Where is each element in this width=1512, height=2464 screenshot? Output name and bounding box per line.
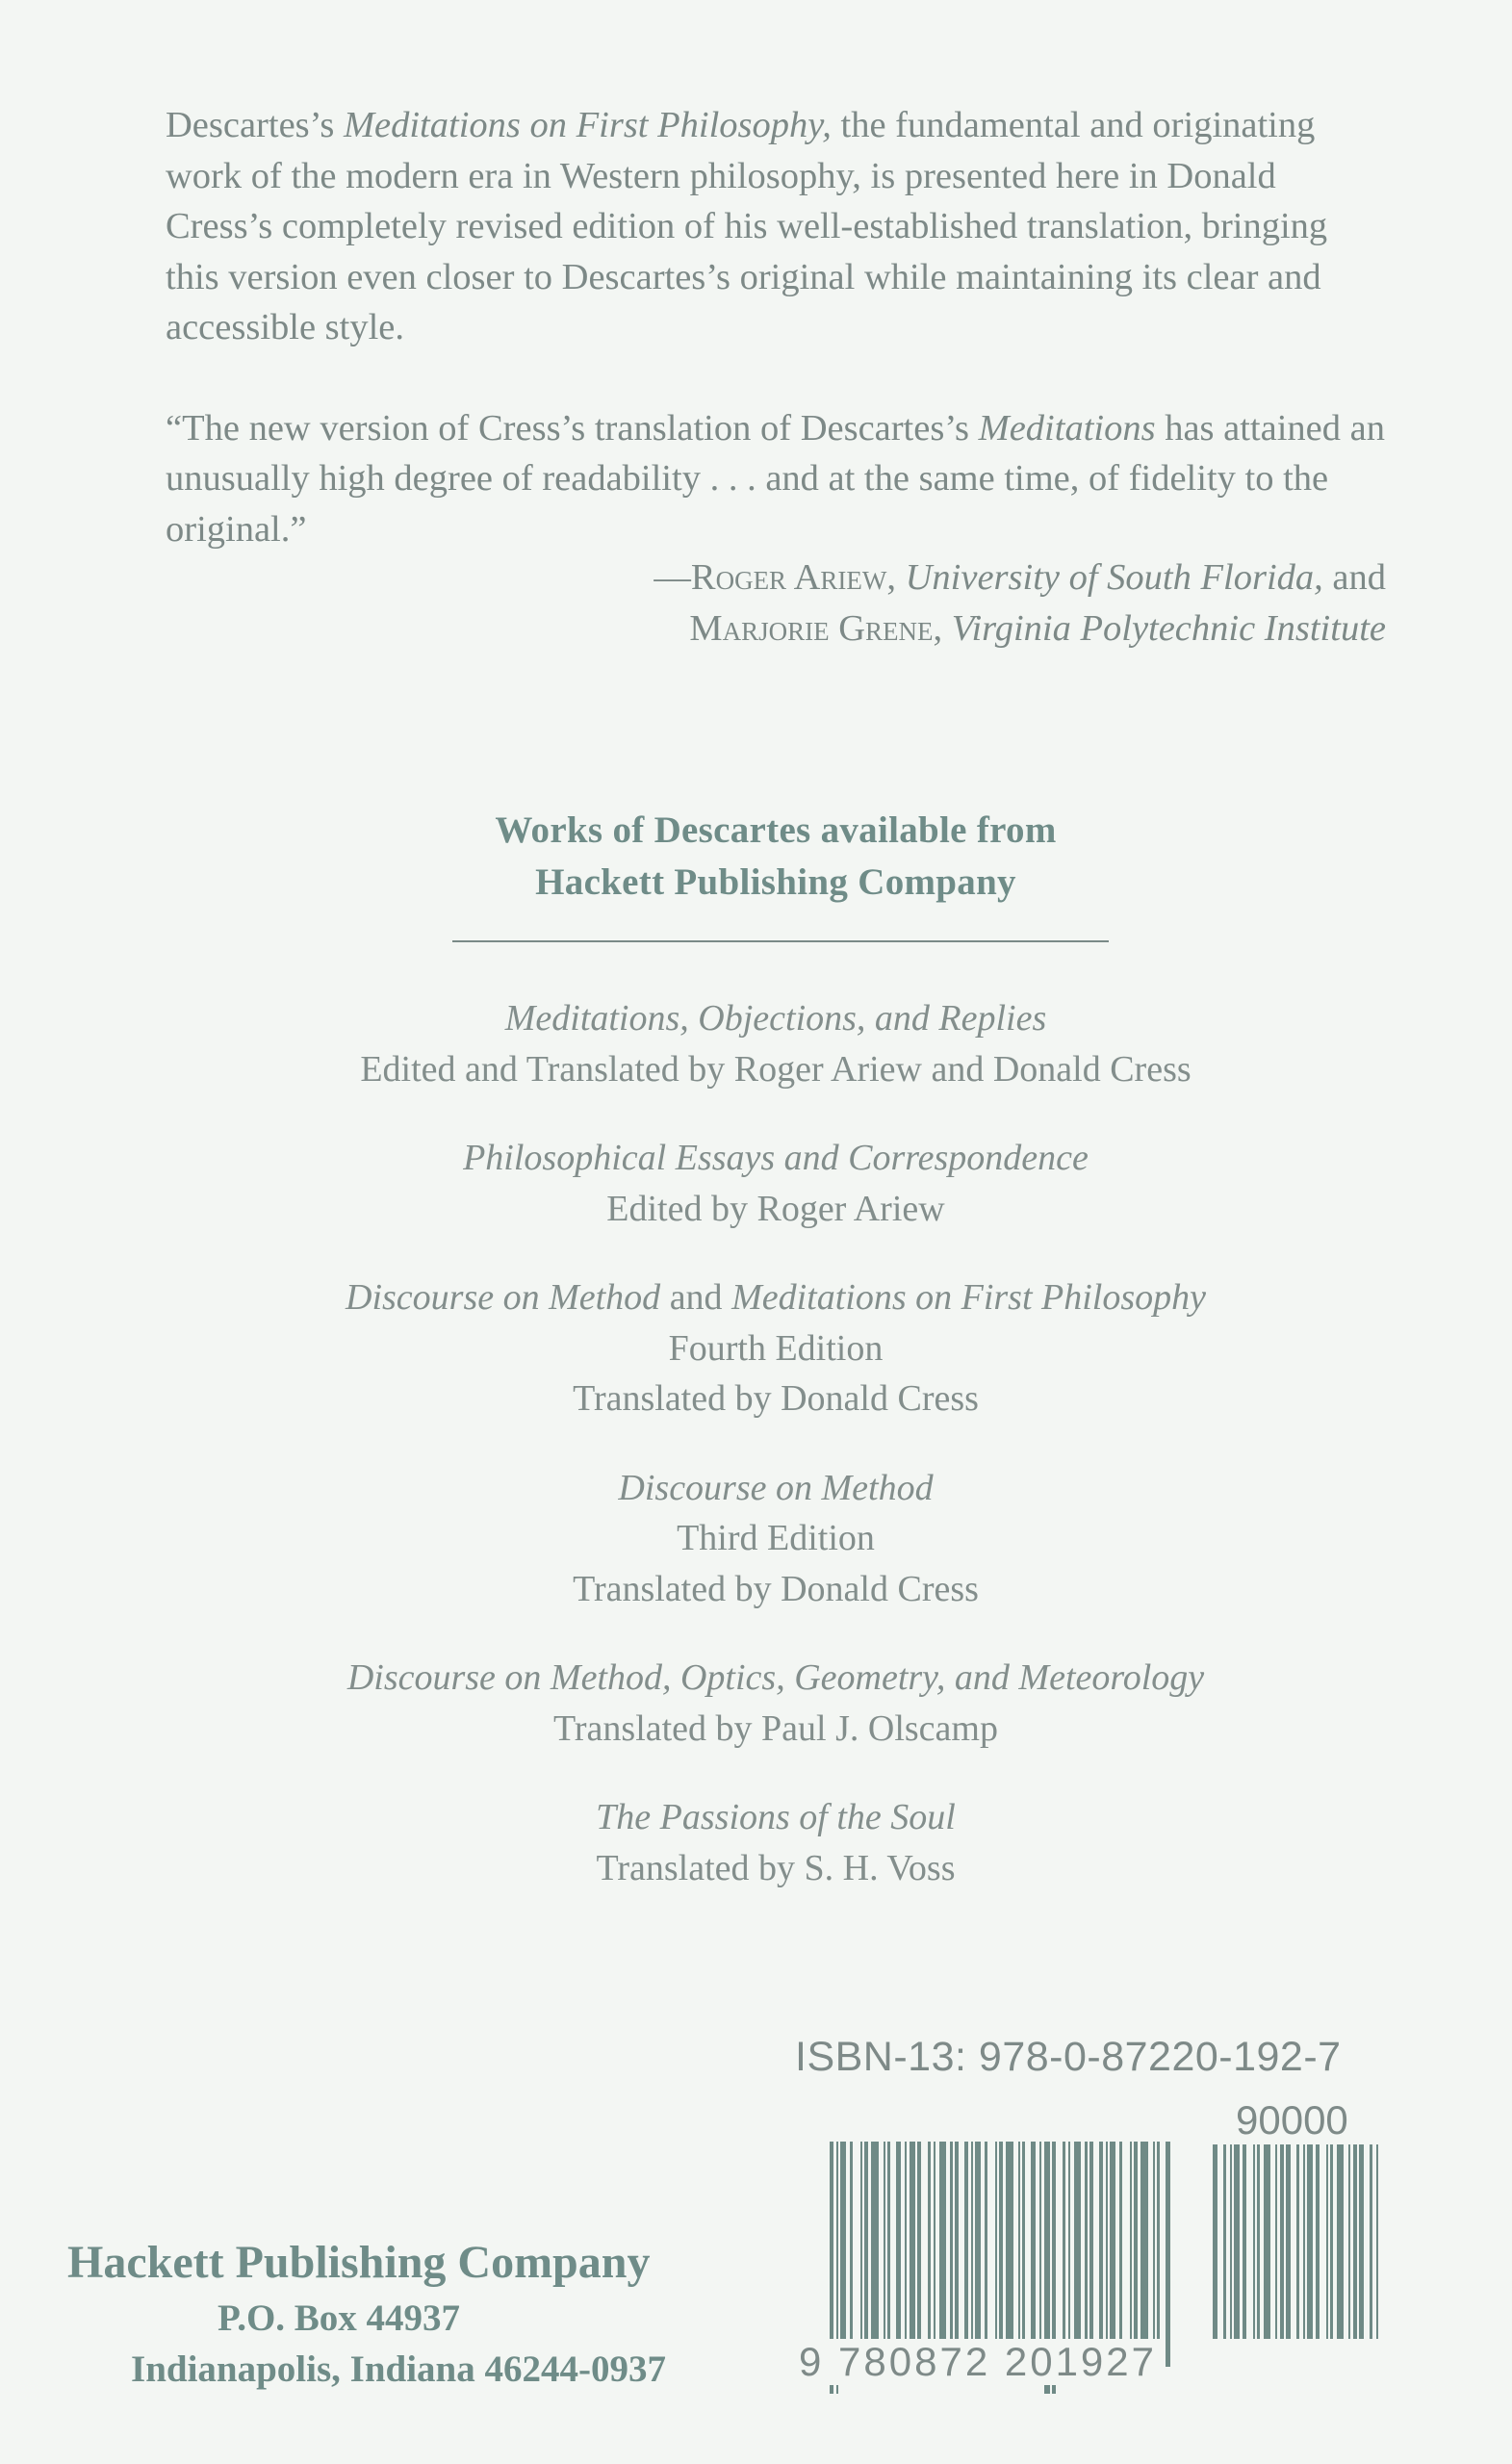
attribution-and: and — [1322, 557, 1386, 598]
barcode-bar — [1243, 2144, 1246, 2339]
reviewer-name-1: Roger Ariew — [690, 557, 887, 598]
barcode-bar — [1006, 2142, 1013, 2367]
publisher-address — [64, 2233, 756, 2395]
barcode-bar — [939, 2142, 946, 2367]
barcode-bar — [985, 2142, 987, 2367]
barcode-bar — [884, 2142, 885, 2367]
barcode-bar — [1230, 2144, 1232, 2339]
barcode-bar — [995, 2142, 997, 2367]
barcode-bar — [1286, 2144, 1291, 2339]
work-title: Discourse on Method, Optics, Geometry, and Meteorology — [346, 1657, 1205, 1698]
barcode-bar — [1275, 2144, 1277, 2339]
works-heading-line-1: Works of Descartes available from — [495, 809, 1057, 851]
works-list — [289, 993, 1263, 1932]
barcode-bar — [1119, 2142, 1122, 2367]
work-title: Philosophical Essays and Correspondence — [463, 1138, 1089, 1178]
barcode-bar — [1099, 2142, 1103, 2367]
barcode-bar — [1068, 2142, 1070, 2367]
barcode-bar — [1303, 2144, 1305, 2339]
work-credit: Translated by Paul J. Olscamp — [553, 1707, 998, 1749]
barcode-bar — [1280, 2144, 1284, 2339]
work-credit: Translated by S. H. Voss — [596, 1847, 956, 1888]
barcode-bar — [1253, 2144, 1255, 2339]
work-credit: Edited and Translated by Roger Ariew and Donald Cress — [360, 1048, 1192, 1090]
barcode-digit-group-1: 780872 — [838, 2339, 991, 2384]
barcode-bar — [1234, 2144, 1240, 2339]
barcode-bar — [934, 2142, 935, 2367]
barcode-bar — [928, 2142, 931, 2367]
description-paragraph — [166, 100, 1388, 353]
barcode-bar — [850, 2142, 853, 2367]
barcode-bar — [1031, 2142, 1036, 2367]
work-edition: Fourth Edition — [668, 1327, 884, 1369]
publisher-name: Hackett Publishing Company — [67, 2237, 651, 2288]
barcode-bar — [1337, 2144, 1344, 2339]
list-item — [289, 1653, 1263, 1754]
list-item — [289, 993, 1263, 1094]
quote-text-continued: has attained an unusually high degree of readability . . . and at the same time, of fidelity to the original.” — [166, 407, 1385, 550]
work-credit: Translated by Donald Cress — [573, 1568, 979, 1609]
divider-rule — [452, 940, 1109, 942]
barcode-bar — [999, 2142, 1003, 2367]
barcode-digits — [795, 2339, 1161, 2385]
barcode-digit-group-2: 201927 — [1004, 2339, 1158, 2384]
barcode-bar — [1166, 2142, 1170, 2367]
barcode-bar — [896, 2142, 901, 2367]
barcode-bar — [860, 2142, 862, 2367]
attribution-line-2 — [481, 603, 1386, 654]
barcode-bar — [1130, 2142, 1132, 2367]
barcode-bar — [1370, 2144, 1372, 2339]
barcode-bar — [1134, 2142, 1138, 2367]
description-text: Descartes’s — [166, 105, 344, 145]
review-quote — [166, 403, 1388, 555]
work-title: Meditations, Objections, and Replies — [504, 998, 1047, 1039]
barcode-bar — [1063, 2142, 1065, 2367]
list-item — [289, 1463, 1263, 1615]
work-credit: Translated by Donald Cress — [573, 1378, 979, 1419]
barcode-bar — [1074, 2142, 1081, 2367]
barcode-bar — [1018, 2142, 1020, 2367]
work-title: Discourse on Method — [618, 1467, 934, 1508]
barcode-bar — [1140, 2142, 1148, 2367]
attribution-separator: , — [933, 607, 952, 649]
barcode-bar — [1326, 2144, 1328, 2339]
barcode-bar — [871, 2142, 879, 2367]
barcode-digit-first: 9 — [799, 2339, 825, 2384]
barcode-bar — [1257, 2144, 1260, 2339]
barcode-bar — [1106, 2142, 1108, 2367]
work-credit: Edited by Roger Ariew — [606, 1188, 945, 1229]
isbn-label: ISBN-13: 978-0-87220-192-7 — [795, 2034, 1342, 2080]
work-edition: Third Edition — [677, 1518, 875, 1558]
barcode-bar — [1153, 2142, 1155, 2367]
barcode-bar — [1085, 2142, 1088, 2367]
barcode-bar — [975, 2142, 981, 2367]
barcode-bar — [1316, 2144, 1320, 2339]
description-text-continued: the fundamental and originating work of the modern era in Western philosophy, is presented here in Donald Cress’s completely revised edition of his well-established translation, bringing this version even closer to Descartes’s original while maintaining its clear and accessible style. — [166, 105, 1328, 347]
publisher-city: Indianapolis, Indiana 46244-0937 — [131, 2348, 666, 2390]
barcode-bar — [971, 2142, 973, 2367]
list-item — [289, 1792, 1263, 1893]
barcode-bar — [1157, 2142, 1160, 2367]
work-title-and: and — [660, 1277, 732, 1318]
barcode-bar — [917, 2142, 921, 2367]
barcode-bar — [1376, 2144, 1378, 2339]
barcode-bar — [955, 2142, 959, 2367]
barcode-bar — [1039, 2142, 1041, 2367]
attribution-dash: — — [653, 557, 691, 598]
attribution-separator: , — [886, 557, 906, 598]
barcode-bar — [887, 2142, 890, 2367]
barcode-bar — [1022, 2142, 1025, 2367]
barcode-bar — [1348, 2144, 1350, 2339]
quote-book-title: Meditations — [978, 407, 1156, 449]
barcode-bar — [1353, 2144, 1357, 2339]
barcode-bar — [1110, 2142, 1115, 2367]
barcode-bar — [1089, 2142, 1093, 2367]
work-title-second: Meditations on First Philosophy — [731, 1277, 1206, 1318]
barcode-bar — [840, 2142, 846, 2367]
barcode-bar — [1330, 2144, 1333, 2339]
quote-attribution — [481, 552, 1386, 654]
reviewer-institution-1: University of South Florida, — [905, 557, 1323, 598]
work-title: The Passions of the Soul — [596, 1797, 956, 1837]
price-code: 90000 — [1236, 2097, 1348, 2143]
list-item — [289, 1272, 1263, 1424]
works-heading-line-2: Hackett Publishing Company — [535, 861, 1016, 903]
list-item — [289, 1133, 1263, 1234]
barcode-bar — [1296, 2144, 1299, 2339]
publisher-po-box: P.O. Box 44937 — [217, 2297, 461, 2339]
barcode-addon-icon — [1213, 2144, 1382, 2366]
barcode-bar — [964, 2142, 968, 2367]
barcode-bar — [910, 2142, 915, 2367]
barcode-bar — [905, 2142, 907, 2367]
description-book-title: Meditations on First Philosophy, — [343, 105, 832, 145]
barcode-bar — [1359, 2144, 1364, 2339]
barcode-bar — [950, 2142, 953, 2367]
quote-text: “The new version of Cress’s translation of Descartes’s — [166, 407, 979, 449]
barcode-bar — [1307, 2144, 1313, 2339]
reviewer-institution-2: Virginia Polytechnic Institute — [951, 607, 1386, 649]
reviewer-name-2: Marjorie Grene — [689, 607, 934, 649]
barcode-bar — [1223, 2144, 1226, 2339]
barcode-bar — [864, 2142, 868, 2367]
barcode-bar — [1213, 2144, 1217, 2339]
attribution-line-1 — [481, 552, 1386, 603]
work-title: Discourse on Method — [346, 1277, 661, 1318]
back-cover-blurb — [166, 100, 1388, 554]
barcode-bar — [1264, 2144, 1270, 2339]
works-heading — [289, 805, 1263, 909]
